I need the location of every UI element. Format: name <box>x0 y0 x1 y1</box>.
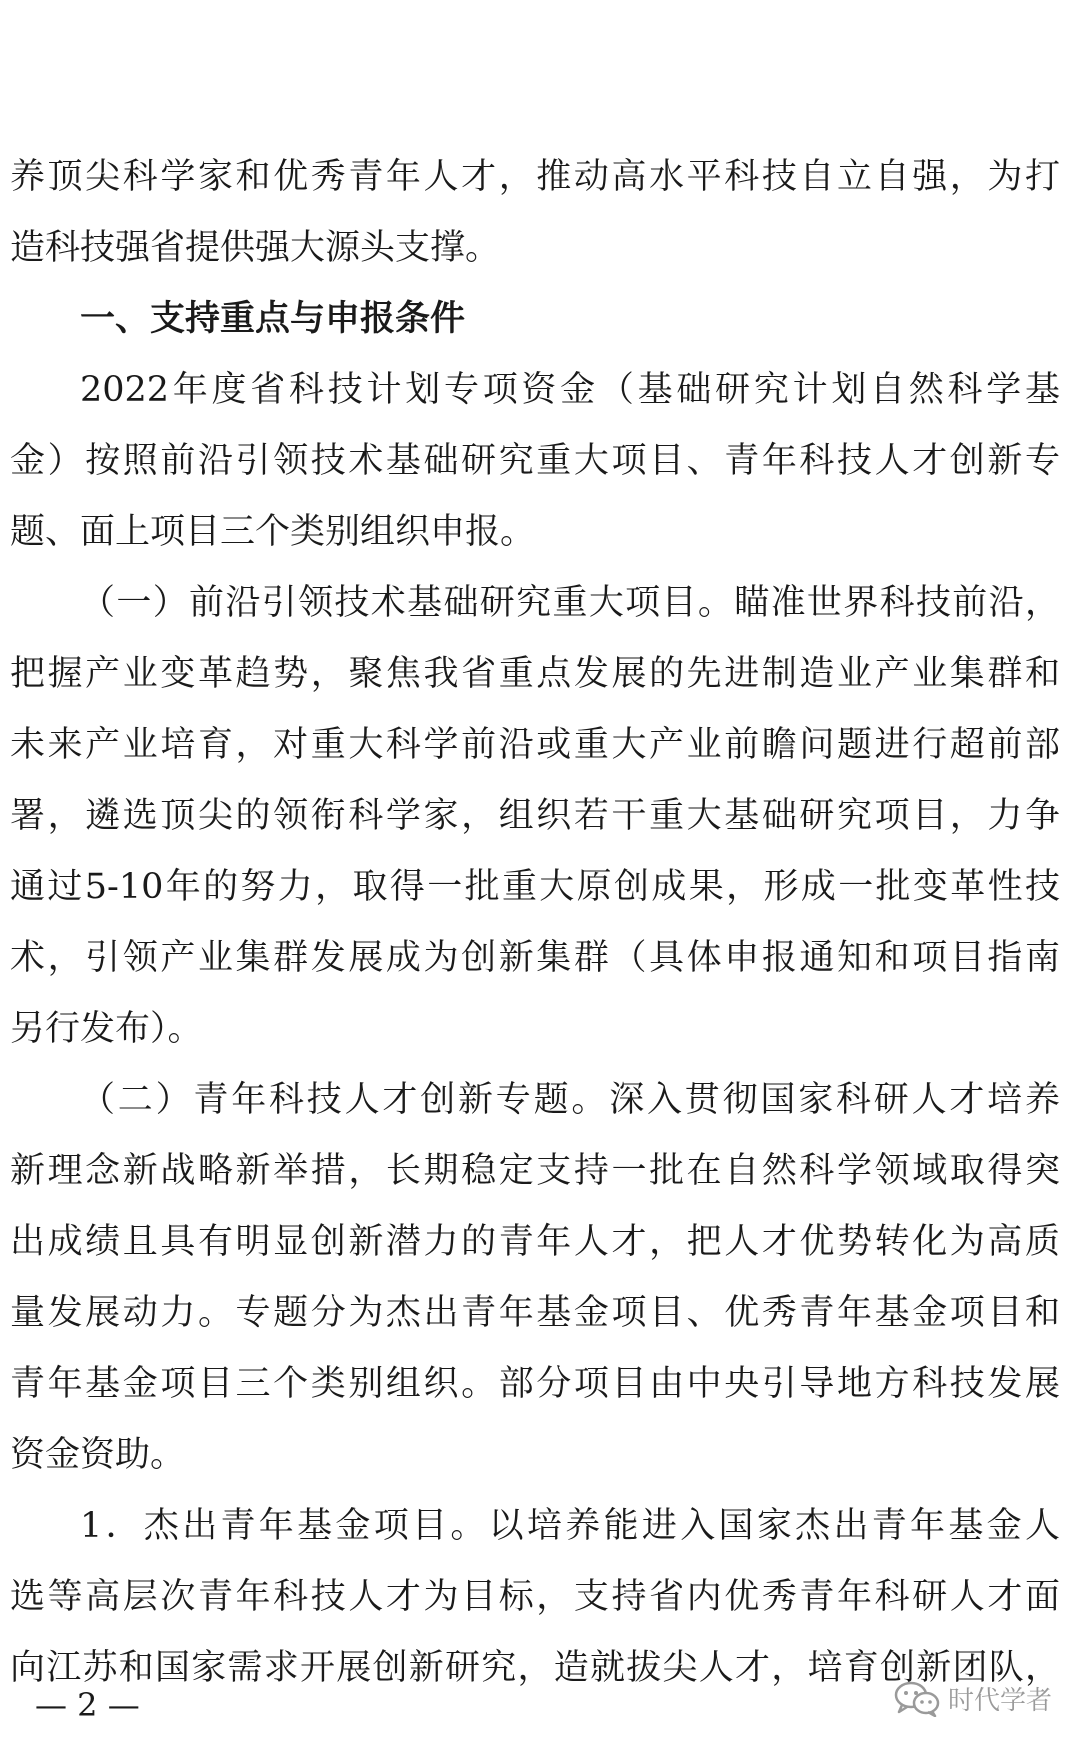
text-line: 术，引领产业集群发展成为创新集群（具体申报通知和项目指南 <box>10 938 1060 978</box>
text-line: 通过5-10年的努力，取得一批重大原创成果，形成一批变革性技 <box>10 867 1060 907</box>
wechat-icon <box>894 1681 940 1717</box>
text-line: （一）前沿引领技术基础研究重大项目。瞄准世界科技前沿， <box>80 583 1060 623</box>
text-line: 青年基金项目三个类别组织。部分项目由中央引导地方科技发展 <box>10 1364 1060 1404</box>
text-line: 1．杰出青年基金项目。以培养能进入国家杰出青年基金人 <box>80 1506 1060 1546</box>
text-line: 造科技强省提供强大源头支撑。 <box>10 228 501 268</box>
text-line: 选等高层次青年科技人才为目标，支持省内优秀青年科研人才面 <box>10 1577 1060 1617</box>
text-line: 未来产业培育，对重大科学前沿或重大产业前瞻问题进行超前部 <box>10 725 1060 765</box>
text-line: 向江苏和国家需求开展创新研究，造就拔尖人才，培育创新团队， <box>10 1648 1060 1688</box>
text-line: 把握产业变革趋势，聚焦我省重点发展的先进制造业产业集群和 <box>10 654 1060 694</box>
text-line: 另行发布）。 <box>10 1009 203 1049</box>
watermark <box>894 1680 1052 1717</box>
text-line: 资金资助。 <box>10 1435 186 1475</box>
watermark-text: 时代学者 <box>947 1686 1052 1716</box>
text-line: （二）青年科技人才创新专题。深入贯彻国家科研人才培养 <box>80 1080 1060 1120</box>
document-body <box>10 142 1060 1704</box>
text-line: 量发展动力。专题分为杰出青年基金项目、优秀青年基金项目和 <box>10 1293 1060 1333</box>
text-line: 金）按照前沿引领技术基础研究重大项目、青年科技人才创新专 <box>10 441 1060 481</box>
page-number: — 2 — <box>35 1686 140 1724</box>
text-line: 2022年度省科技计划专项资金（基础研究计划自然科学基 <box>80 370 1060 410</box>
text-line: 新理念新战略新举措，长期稳定支持一批在自然科学领域取得突 <box>10 1151 1060 1191</box>
section-heading: 一、支持重点与申报条件 <box>80 299 466 339</box>
text-line: 出成绩且具有明显创新潜力的青年人才，把人才优势转化为高质 <box>10 1222 1060 1262</box>
text-line: 署，遴选顶尖的领衔科学家，组织若干重大基础研究项目，力争 <box>10 796 1060 836</box>
text-line: 养顶尖科学家和优秀青年人才，推动高水平科技自立自强，为打 <box>10 157 1060 197</box>
text-line: 题、面上项目三个类别组织申报。 <box>10 512 536 552</box>
